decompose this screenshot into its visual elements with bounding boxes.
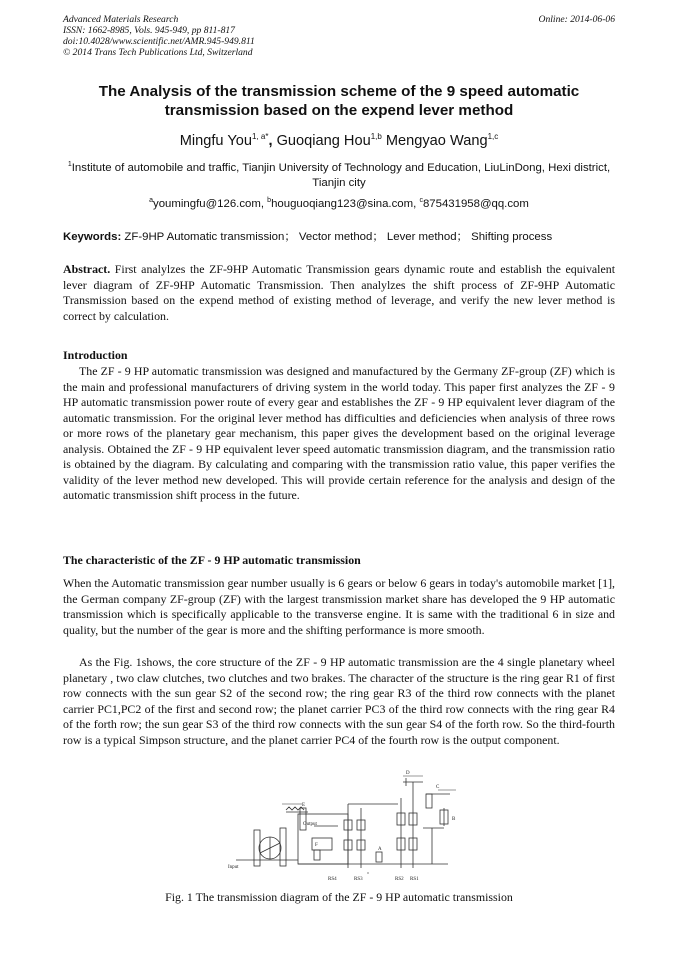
affiliation-text: Institute of automobile and traffic, Tianjin University of Technology and Education, LiuLinDong, Hexi district, Tianjin city [71, 161, 611, 189]
issn: ISSN: 1662-8985, Vols. 945-949, pp 811-817 [63, 25, 235, 36]
section-heading-introduction: Introduction [63, 348, 128, 362]
author-name: Mengyao Wang [381, 132, 488, 149]
keywords [63, 230, 615, 245]
author-sup: 1,b [370, 132, 382, 141]
author-name: Guoqiang Hou [272, 132, 371, 149]
label-rs1: RS1 [410, 877, 419, 882]
email-link[interactable]: 875431958@qq.com [422, 197, 529, 210]
email-sup: c [419, 197, 423, 204]
label-e: E [302, 803, 306, 808]
author-list [63, 128, 615, 150]
author-sup: 1,c [487, 132, 499, 141]
doi: doi:10.4028/www.scientific.net/AMR.945-949.811 [63, 36, 255, 47]
label-rs4: RS4 [328, 877, 337, 882]
label-c: C [436, 785, 440, 790]
label-a: A [378, 847, 382, 852]
affiliation [63, 157, 615, 191]
affiliation-sup: 1 [67, 161, 72, 168]
abstract-text: First analylzes the ZF-9HP Automatic Transmission gears dynamic route and establish the equivalent lever diagram of ZF-9HP Automatic Transmission. Then analylzes the shift process of ZF-9HP Automatic Transmission based on the expend method of existing method of leverage, and verify the new lever method is correct by calculation. [63, 262, 615, 323]
abstract [63, 262, 615, 324]
journal-name: Advanced Materials Research [63, 14, 179, 25]
author-sup: 1, a* [251, 132, 269, 141]
label-rs2: RS2 [395, 877, 404, 882]
introduction-paragraph: The ZF - 9 HP automatic transmission was designed and manufactured by the Germany ZF-group (ZF) which is the main and professional manufacturers of driving system in the world today. This paper first analyzes the ZF - 9 HP automatic transmission power route of every gear and establishes the ZF - 9 HP equivalent lever diagram of the automatic transmission. For the original lever method has difficulties and deficiencies when analysis of three rows or more rows of the planetary gear mechanism, this paper gives the development based on the original leverage analysis. Obtained the ZF - 9 HP equivalent lever speed automatic transmission diagram, and the transmission ratio is obtained by the diagram. By calculating and comparing with the transmission ratio value, this paper verifies the validity of the lever method new developed. This will provide certain reference for the analysis and design of the automatic transmission shift process in the future. [63, 364, 615, 503]
email-link[interactable]: youmingfu@126.com, [153, 197, 268, 210]
abstract-label: Abstract. [63, 262, 111, 276]
figure-caption: Fig. 1 The transmission diagram of the ZF - 9 HP automatic transmission [165, 890, 513, 904]
keywords-label: Keywords: [63, 231, 122, 243]
email-sup: b [267, 197, 272, 204]
section-heading-characteristic: The characteristic of the ZF - 9 HP automatic transmission [63, 553, 361, 567]
email-list [63, 193, 615, 212]
label-rs3: RS3 [354, 877, 363, 882]
copyright: © 2014 Trans Tech Publications Ltd, Switzerland [63, 47, 253, 58]
label-f: F [315, 843, 318, 848]
email-link[interactable]: houguoqiang123@sina.com, [271, 197, 420, 210]
author-separator: , [268, 132, 273, 149]
online-date: Online: 2014-06-06 [538, 14, 615, 25]
paper-title: The Analysis of the transmission scheme of the 9 speed automatic transmission based on the expend lever method [98, 83, 580, 119]
transmission-diagram [218, 768, 468, 886]
label-output: Output [303, 822, 317, 827]
label-input: Input [228, 865, 239, 870]
label-d: D [406, 771, 410, 776]
characteristic-paragraph-1: When the Automatic transmission gear number usually is 6 gears or below 6 gears in today's automobile market [1], the German company ZF-group (ZF) with the largest transmission market share has developed the 9 HP automatic transmission which is specifically applicable to the transverse engine. It is same with the traditional 6 in size and quality, but the number of the gear is more and the shifting performance is more smooth. [63, 576, 615, 637]
keywords-text: ZF-9HP Automatic transmission； Vector method； Lever method； Shifting process [121, 231, 553, 243]
label-b: B [452, 817, 456, 822]
author-name: Mingfu You [179, 132, 252, 149]
characteristic-paragraph-2: As the Fig. 1shows, the core structure of the ZF - 9 HP automatic transmission are the 4 single planetary wheel planetary , two claw clutches, two clutches and two brakes. The character of the structure is the ring gear R1 of first row connects with the sun gear S2 of the second row; the ring gear R3 of the third row connects with the planet carrier PC1,PC2 of the first and second row; the planet carrier PC3 of the third row connects with the ring gear R4 of the forth row; the sun gear S3 of the third row connects with the sun gear S4 of the forth row. So the third-fourth row is a typical Simpson structure, and the planet carrier PC4 of the fourth row is the output component. [63, 655, 615, 747]
email-sup: a [149, 197, 154, 204]
journal-header [63, 14, 255, 58]
